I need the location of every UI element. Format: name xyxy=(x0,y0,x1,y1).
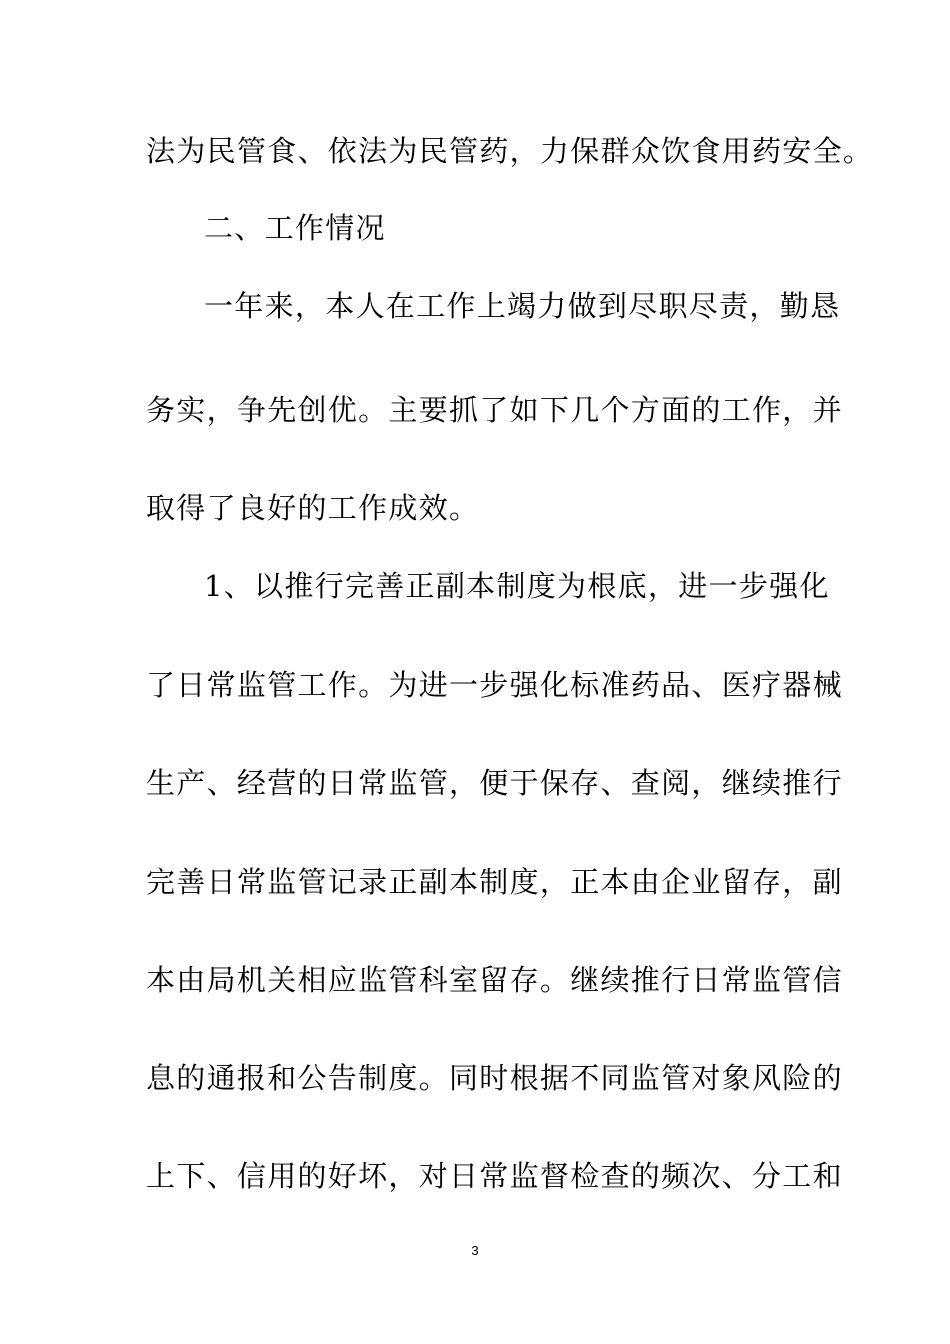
paragraph-line: 息的通报和公告制度。同时根据不同监管对象风险的 xyxy=(146,1061,843,1095)
paragraph-line: 了日常监管工作。为进一步强化标准药品、医疗器械 xyxy=(146,668,843,702)
paragraph-line: 取得了良好的工作成效。 xyxy=(146,491,480,525)
paragraph-line: 本由局机关相应监管科室留存。继续推行日常监管信 xyxy=(146,963,843,997)
paragraph-line: 上下、信用的好坏，对日常监督检查的频次、分工和 xyxy=(146,1159,843,1193)
paragraph-line: 完善日常监管记录正副本制度，正本由企业留存，副 xyxy=(146,865,843,899)
paragraph-line: 生产、经营的日常监管，便于保存、查阅，继续推行 xyxy=(146,766,843,800)
paragraph-line: 1、以推行完善正副本制度为根底，进一步强化 xyxy=(204,569,830,603)
section-heading: 二、工作情况 xyxy=(204,211,386,245)
paragraph-line: 一年来，本人在工作上竭力做到尽职尽责，勤恳 xyxy=(204,289,841,323)
paragraph-line: 法为民管食、依法为民管药，力保群众饮食用药安全。 xyxy=(146,134,874,168)
paragraph-line: 务实，争先创优。主要抓了如下几个方面的工作，并 xyxy=(146,393,843,427)
page-number: 3 xyxy=(471,1243,479,1258)
